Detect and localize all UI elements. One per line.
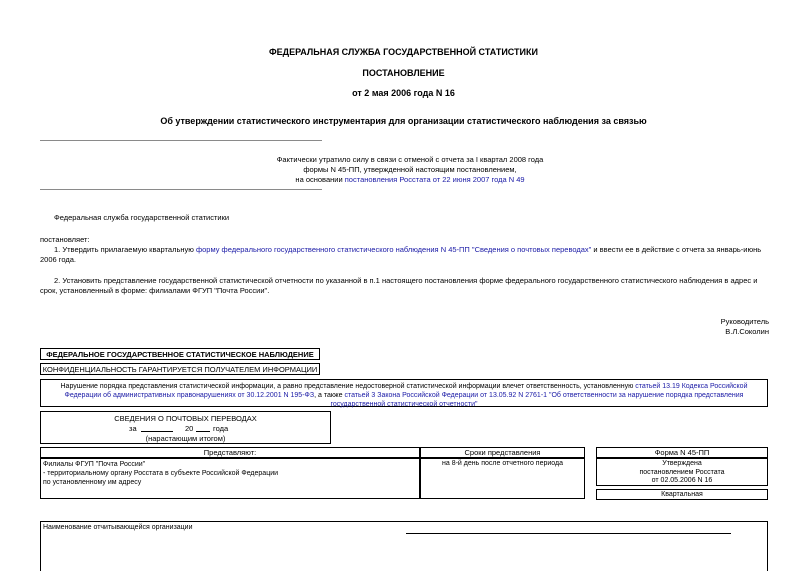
divider-top <box>40 140 322 141</box>
status-note-line3 <box>150 175 670 185</box>
paragraph-1 <box>40 245 770 265</box>
paragraph-2: 2. Установить представление государственной статистической отчетности по указанной в п.1 настоящего постановления форме федерального государственного статистического наблюдения в адрес и срок, установленный в форме: филиалами ФГУП "Почта России". <box>40 276 758 295</box>
status-note <box>150 155 670 185</box>
warning-mid: , а также <box>314 392 345 399</box>
form-45pp-link[interactable]: форму федерального государственного статистического наблюдения N 45-ПП "Сведения о почтовых переводах" <box>195 245 592 254</box>
status-note-prefix: на основании <box>295 175 345 184</box>
signature-name: В.Л.Соколин <box>725 327 769 336</box>
org-name-line <box>406 533 731 534</box>
document-title: Об утверждении статистического инструментария для организации статистического наблюдения за связью <box>160 116 647 126</box>
org-name-box <box>40 521 768 571</box>
issuer: Федеральная служба государственной статистики <box>54 213 230 222</box>
law-2761-1-link[interactable]: статьей 3 Закона Российской Федерации от 13.05.92 N 2761-1 "Об ответственности за нарушение порядка представления государственной статистической отчетности" <box>330 392 744 408</box>
cumulative-note: (нарастающим итогом) <box>145 434 226 443</box>
liability-warning <box>40 379 768 407</box>
signature-position: Руководитель <box>720 317 769 326</box>
period-blank <box>141 431 173 432</box>
submitter-3: по установленному им адресу <box>43 479 142 486</box>
period-year-prefix: 20 <box>185 424 194 433</box>
approval-line-1: Утверждена <box>662 460 702 467</box>
approval-line-3: от 02.05.2006 N 16 <box>651 477 713 484</box>
resolution-49-link[interactable]: постановления Росстата от 22 июня 2007 года N 49 <box>344 175 525 184</box>
submitters-cell <box>40 458 420 499</box>
deadline-cell: на 8-й день после отчетного периода <box>420 458 585 499</box>
period-year-suffix: года <box>213 424 229 433</box>
periodicity: Квартальная <box>596 489 768 500</box>
signature <box>721 317 769 337</box>
confidentiality-label: КОНФИДЕНЦИАЛЬНОСТЬ ГАРАНТИРУЕТСЯ ПОЛУЧАТЕЛЕМ ИНФОРМАЦИИ <box>40 363 320 375</box>
warning-prefix: Нарушение порядка представления статистической информации, а равно представление недостоверной статистической информации влечет ответственность, установленную <box>60 383 636 390</box>
submitters-header: Представляют: <box>40 447 420 458</box>
submitter-1: Филиалы ФГУП "Почта России" <box>43 461 146 468</box>
approval-line-2: постановлением Росстата <box>639 468 725 476</box>
koap-13-19-link[interactable]: статьей 13.19 Кодекса Российской Федерации об административных правонарушениях от 30.12.2001 N 195-ФЗ <box>64 383 748 399</box>
status-note-line2: формы N 45-ПП, утвержденной настоящим постановлением, <box>303 165 517 174</box>
document-type: ПОСТАНОВЛЕНИЕ <box>362 68 445 78</box>
year-blank <box>196 431 210 432</box>
report-title: СВЕДЕНИЯ О ПОЧТОВЫХ ПЕРЕВОДАХ <box>114 414 257 423</box>
approval-cell <box>596 458 768 486</box>
period-for: за <box>129 424 137 433</box>
deadlines-header: Сроки представления <box>420 447 585 458</box>
observation-label: ФЕДЕРАЛЬНОЕ ГОСУДАРСТВЕННОЕ СТАТИСТИЧЕСКОЕ НАБЛЮДЕНИЕ <box>40 348 320 360</box>
paragraph-1-suffix: и ввести ее в действие с отчета за январь-июнь 2006 года. <box>40 245 762 264</box>
resolves-label: постановляет: <box>40 235 90 244</box>
paragraph-1-prefix: 1. Утвердить прилагаемую квартальную <box>54 245 196 254</box>
form-number: Форма N 45-ПП <box>596 447 768 458</box>
divider-bottom <box>40 189 322 190</box>
status-note-line1: Фактически утратило силу в связи с отменой с отчета за I квартал 2008 года <box>276 155 544 164</box>
org-name-label: Наименование отчитывающейся организации <box>43 524 193 531</box>
report-header-box <box>40 411 331 444</box>
submitter-2: - территориальному органу Росстата в субъекте Российской Федерации <box>43 470 279 477</box>
document-date-number: от 2 мая 2006 года N 16 <box>352 88 455 98</box>
agency-name: ФЕДЕРАЛЬНАЯ СЛУЖБА ГОСУДАРСТВЕННОЙ СТАТИСТИКИ <box>269 47 538 57</box>
